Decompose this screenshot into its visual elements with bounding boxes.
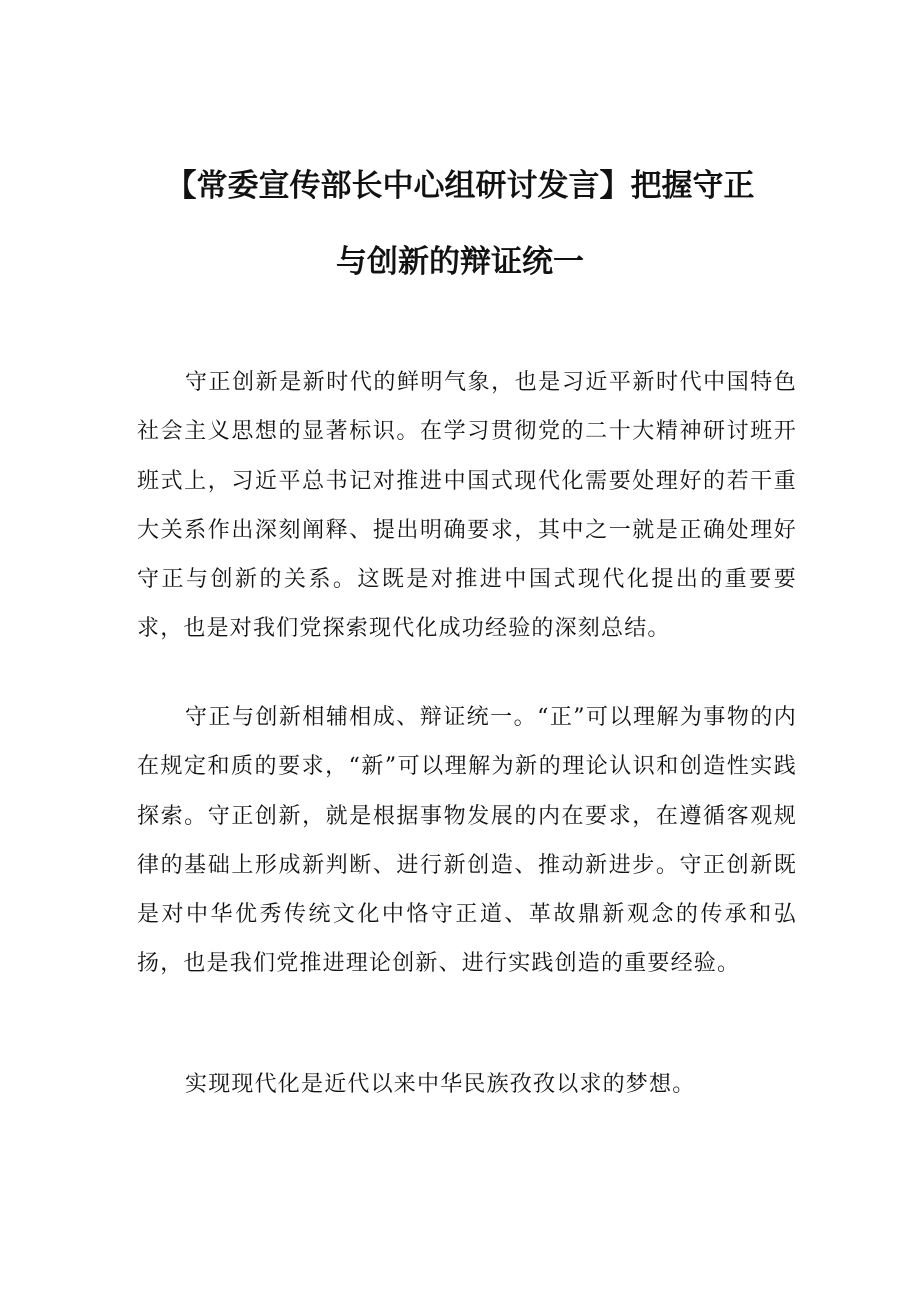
body-paragraph-3: 实现现代化是近代以来中华民族孜孜以求的梦想。	[185, 1072, 696, 1097]
body-paragraph-2: 守正与创新相辅相成、辩证统一。“正”可以理解为事物的内在规定和质的要求，“新”可以理解为新的理论认识和创造性实践探索。守正创新，就是根据事物发展的内在要求，在遵循客观规律的基础上形成新判断、进行新创造、推动新进步。守正创新既是对中华优秀传统文化中恪守正道、革故鼎新观念的传承和弘扬，也是我们党推进理论创新、进行实践创造的重要经验。	[137, 705, 797, 977]
body-paragraph-1: 守正创新是新时代的鲜明气象，也是习近平新时代中国特色社会主义思想的显著标识。在学习贯彻党的二十大精神研讨班开班式上，习近平总书记对推进中国式现代化需要处理好的若干重大关系作出深刻阐释、提出明确要求，其中之一就是正确处理好守正与创新的关系。这既是对推进中国式现代化提出的重要要求，也是对我们党探索现代化成功经验的深刻总结。	[137, 370, 797, 642]
document-title-line-2: 与创新的辩证统一	[336, 244, 584, 280]
document-title-line-1: 【常委宣传部长中心组研讨发言】把握守正	[165, 168, 755, 204]
